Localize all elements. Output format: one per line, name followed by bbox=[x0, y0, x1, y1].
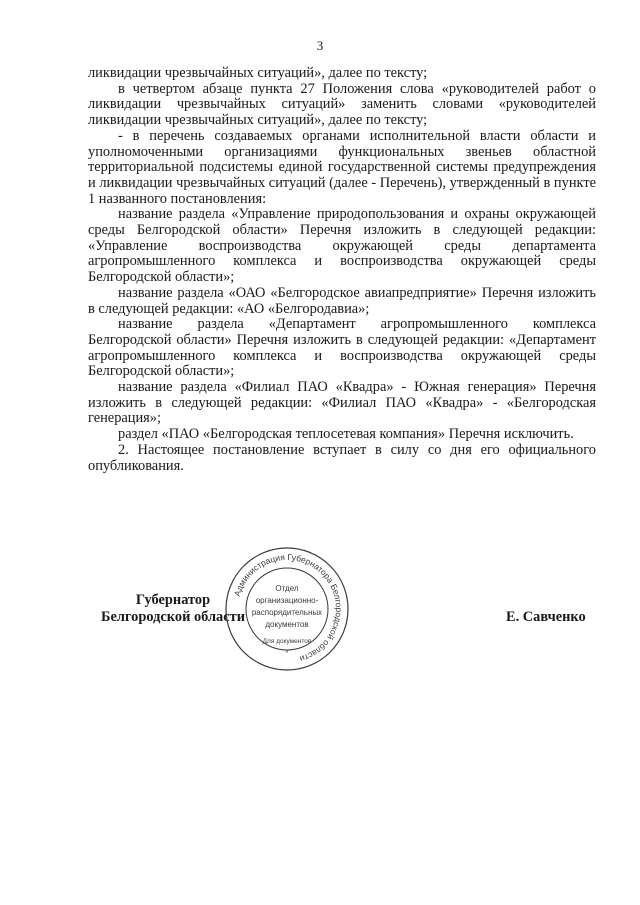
paragraph-2: в четвертом абзаце пункта 27 Положения слова «руководителей работ о ликвидации чрезвычайных ситуаций» заменить словами «руководителей ликвидации чрезвычайных ситуаций», далее по тексту; bbox=[88, 80, 596, 129]
paragraph-3: - в перечень создаваемых органами исполнительной власти области и уполномоченными организациями функциональных звеньев областной территориальной подсистемы единой государственной системы предупреждения и ликвидации чрезвычайных ситуаций (далее - Перечень), утвержденный в пункте 1 названного постановления: bbox=[88, 127, 596, 207]
paragraph-5: название раздела «ОАО «Белгородское авиапредприятие» Перечня изложить в следующей редакции: «АО «Белгородавиа»; bbox=[88, 284, 596, 317]
paragraph-9: 2. Настоящее постановление вступает в силу со дня его официального опубликования. bbox=[88, 441, 596, 474]
official-stamp bbox=[223, 545, 351, 673]
signatory-name: Е. Савченко bbox=[506, 609, 586, 625]
document-body bbox=[88, 66, 596, 474]
paragraph-6: название раздела «Департамент агропромышленного комплекса Белгородской области» Перечня изложить в следующей редакции: «Департамент агропромышленного комплекса и воспроизводства окружающей среды Белгородской области»; bbox=[88, 316, 596, 380]
stamp-center-line-2: организационно- bbox=[255, 596, 319, 605]
signatory-title-line2: Белгородской области bbox=[100, 609, 246, 625]
stamp-ring-text: Администрация Губернатора Белгородской области bbox=[231, 551, 345, 665]
paragraph-7: название раздела «Филиал ПАО «Квадра» - Южная генерация» Перечня изложить в следующей редакции: «Филиал ПАО «Квадра» - «Белгородская генерация»; bbox=[88, 379, 596, 427]
stamp-center-line-3: распорядительных bbox=[251, 608, 323, 617]
paragraph-8: раздел «ПАО «Белгородская теплосетевая компания» Перечня исключить. bbox=[118, 426, 574, 443]
stamp-center-line-4: документов bbox=[265, 620, 309, 629]
paragraph-4: название раздела «Управление природопользования и охраны окружающей среды Белгородской области» Перечня изложить в следующей редакции: «Управление воспроизводства окружающей среды департамента агропромышленного комплекса и воспроизводства окружающей среды Белгородской области»; bbox=[88, 206, 596, 286]
page-number: 3 bbox=[316, 38, 324, 53]
stamp-bottom-text: Для документов bbox=[262, 638, 312, 645]
stamp-center-line-1: Отдел bbox=[275, 584, 299, 593]
signatory-title-line1: Губернатор bbox=[135, 592, 211, 608]
paragraph-1: ликвидации чрезвычайных ситуаций», далее по тексту; bbox=[88, 65, 428, 81]
stamp-star: * bbox=[285, 650, 289, 657]
